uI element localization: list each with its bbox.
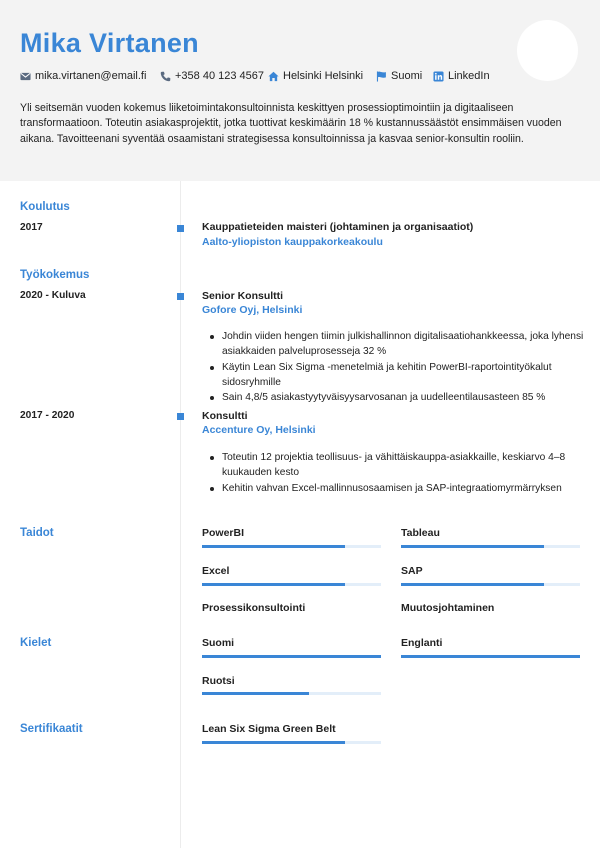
section-title-education: Koulutus: [20, 201, 70, 213]
language-name: Suomi: [202, 637, 235, 649]
experience-bullets: [206, 329, 586, 405]
linkedin-icon: [433, 71, 444, 82]
contact-phone-text: +358 40 123 4567: [175, 70, 265, 82]
education-degree: Kauppatieteiden maisteri (johtaminen ja organisaatiot): [202, 221, 474, 233]
skill-name: PowerBI: [202, 527, 245, 539]
skill-level-bar: [202, 583, 381, 586]
language-level-bar: [401, 655, 580, 658]
flag-icon: [376, 71, 387, 82]
profile-photo-placeholder: [517, 20, 578, 81]
experience-bullet: Toteutin 12 projektia teollisuus- ja vähittäiskauppa-asiakkaille, keskiarvo 4–8 kuukauden kesto: [206, 450, 586, 481]
timeline-divider: [180, 181, 181, 848]
skill-name: SAP: [401, 565, 423, 577]
certificate-name: Lean Six Sigma Green Belt: [202, 723, 336, 735]
experience-bullet: Kehitin vahvan Excel-mallinnusosaamisen ja SAP-integraatiomyrmärryksen: [206, 481, 586, 496]
contact-country-text: Suomi: [391, 70, 423, 82]
envelope-icon: [20, 71, 31, 82]
experience-bullet: Sain 4,8/5 asiakastyytyväisyysarvosanan ja uudelleentilausasteen 85 %: [206, 390, 586, 405]
experience-bullets: [206, 450, 586, 496]
timeline-marker: [177, 293, 184, 300]
contact-email[interactable]: [20, 69, 146, 83]
experience-role: Senior Konsultti: [202, 290, 284, 302]
skill-level-bar: [401, 583, 580, 586]
language-level-fill: [401, 655, 580, 658]
contact-email-text: mika.virtanen@email.fi: [35, 70, 147, 82]
contact-location: [268, 69, 363, 83]
timeline-marker: [177, 225, 184, 232]
section-title-certificates: Sertifikaatit: [20, 723, 83, 735]
skill-level-bar: [202, 545, 381, 548]
candidate-name: Mika Virtanen: [20, 28, 199, 58]
language-name: Ruotsi: [202, 675, 235, 687]
experience-bullet: Johdin viiden hengen tiimin julkishallinnon digitalisaatiohankkeessa, joka lyhensi asiakkaiden palveluprosesseja 32 %: [206, 329, 586, 360]
skill-name: Tableau: [401, 527, 440, 539]
skill-level-fill: [202, 583, 345, 586]
language-level-fill: [202, 655, 381, 658]
experience-company: Gofore Oyj, Helsinki: [202, 304, 303, 316]
skill-level-bar: [401, 545, 580, 548]
skill-name: Prosessikonsultointi: [202, 602, 306, 614]
skill-level-fill: [401, 583, 544, 586]
section-title-skills: Taidot: [20, 527, 54, 539]
experience-role: Konsultti: [202, 410, 248, 422]
header-band: [0, 0, 600, 181]
language-name: Englanti: [401, 637, 443, 649]
home-icon: [268, 71, 279, 82]
skill-name: Excel: [202, 565, 230, 577]
contact-location-text: Helsinki Helsinki: [283, 70, 364, 82]
language-level-fill: [202, 692, 309, 695]
skill-level-fill: [202, 545, 345, 548]
experience-date: 2017 - 2020: [20, 410, 75, 421]
experience-company: Accenture Oy, Helsinki: [202, 424, 316, 436]
certificate-level-bar: [202, 741, 381, 744]
education-school: Aalto-yliopiston kauppakorkeakoulu: [202, 236, 383, 248]
profile-summary: Yli seitsemän vuoden kokemus liiketoimintakonsultoinnista keskittyen prosessioptimointiin ja digitaaliseen transformaatioon. Toteutin asiakasprojektit, jotka tuottivat keskimäärin 18 % kustannussäästöt ensimmäisen vuoden aikana. Tavoitteenani syventää osaamistani strategisessa konsultoinnissa ja kasvaa senior-konsultin rooliin.: [20, 102, 562, 145]
contact-phone[interactable]: [160, 69, 264, 83]
contact-linkedin-text: LinkedIn: [448, 70, 490, 82]
contact-country: [376, 69, 422, 83]
timeline-marker: [177, 413, 184, 420]
skill-level-fill: [401, 545, 544, 548]
certificate-level-fill: [202, 741, 345, 744]
contact-linkedin[interactable]: [433, 69, 490, 83]
language-level-bar: [202, 655, 381, 658]
language-level-bar: [202, 692, 381, 695]
section-title-experience: Työkokemus: [20, 269, 90, 281]
phone-icon: [160, 71, 171, 82]
skill-name: Muutosjohtaminen: [401, 602, 495, 614]
experience-date: 2020 - Kuluva: [20, 290, 86, 301]
experience-bullet: Käytin Lean Six Sigma -menetelmiä ja kehitin PowerBI-raportointityökalut sidosryhmille: [206, 360, 586, 391]
section-title-languages: Kielet: [20, 637, 52, 649]
education-date: 2017: [20, 222, 43, 233]
